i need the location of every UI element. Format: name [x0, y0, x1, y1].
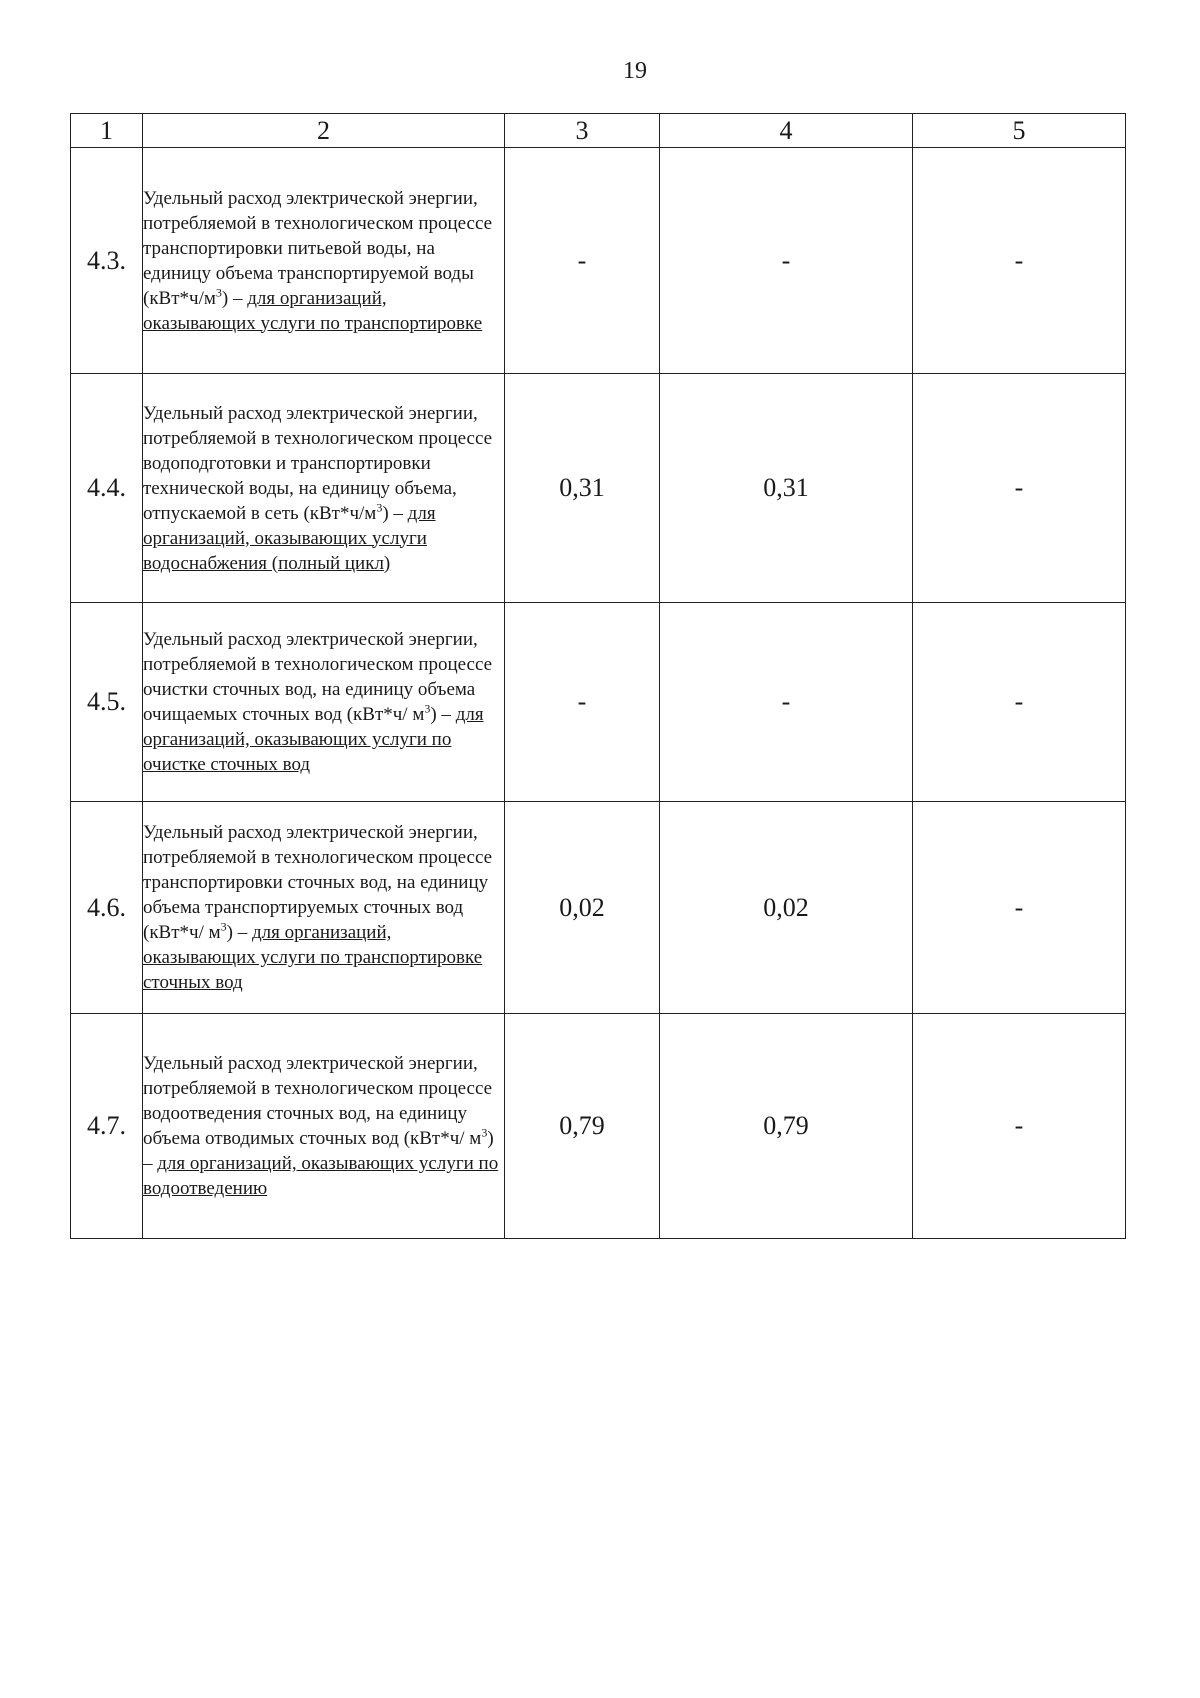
- page-number: 19: [623, 58, 647, 84]
- table-row: [71, 603, 1126, 802]
- value-col5: -: [913, 374, 1126, 603]
- value-col3: -: [505, 148, 660, 374]
- indicator-description: Удельный расход электрической энергии, потребляемой в технологическом процессе транспортировки питьевой воды, на единицу объема транспортируемой воды $(кВт*ч/м^3)$ – для организаций, оказывающих услуги по транспортировке: [143, 148, 505, 374]
- value-col4: -: [660, 603, 913, 802]
- value-col3: 0,31: [505, 374, 660, 603]
- indicator-description: Удельный расход электрической энергии, потребляемой в технологическом процессе очистки сточных вод, на единицу объема очищаемых сточных вод (кВт*ч/ $м^3$) – для организаций, оказывающих услуги по очистке сточных вод: [143, 603, 505, 802]
- indicator-description: Удельный расход электрической энергии, потребляемой в технологическом процессе транспортировки сточных вод, на единицу объема транспортируемых сточных вод (кВт*ч/ $м^3$) – для организаций, оказывающих услуги по транспортировке сточных вод: [143, 802, 505, 1014]
- table-row: [71, 148, 1126, 374]
- value-col3: -: [505, 603, 660, 802]
- indicator-description: Удельный расход электрической энергии, потребляемой в технологическом процессе водоотведения сточных вод, на единицу объема отводимых сточных вод (кВт*ч/ $м^3$) – для организаций, оказывающих услуги по водоотведению: [143, 1014, 505, 1239]
- column-number-1: 1: [71, 114, 143, 148]
- row-number: 4.7.: [71, 1014, 143, 1239]
- value-col3: 0,02: [505, 802, 660, 1014]
- indicator-description: Удельный расход электрической энергии, потребляемой в технологическом процессе водоподготовки и транспортировки технической воды, на единицу объема, отпускаемой в сеть $(кВт*ч/м^3)$ – для организаций, оказывающих услуги водоснабжения (полный цикл): [143, 374, 505, 603]
- value-col3: 0,79: [505, 1014, 660, 1239]
- value-col4: 0,31: [660, 374, 913, 603]
- indicators-table: [70, 113, 1126, 1239]
- column-number-4: 4: [660, 114, 913, 148]
- value-col4: 0,79: [660, 1014, 913, 1239]
- value-col5: -: [913, 603, 1126, 802]
- table-row: [71, 802, 1126, 1014]
- value-col4: -: [660, 148, 913, 374]
- column-number-row: [71, 114, 1126, 148]
- row-number: 4.5.: [71, 603, 143, 802]
- value-col4: 0,02: [660, 802, 913, 1014]
- column-number-5: 5: [913, 114, 1126, 148]
- column-number-3: 3: [505, 114, 660, 148]
- row-number: 4.3.: [71, 148, 143, 374]
- table-row: [71, 1014, 1126, 1239]
- row-number: 4.4.: [71, 374, 143, 603]
- row-number: 4.6.: [71, 802, 143, 1014]
- value-col5: -: [913, 1014, 1126, 1239]
- column-number-2: 2: [143, 114, 505, 148]
- value-col5: -: [913, 802, 1126, 1014]
- table-row: [71, 374, 1126, 603]
- value-col5: -: [913, 148, 1126, 374]
